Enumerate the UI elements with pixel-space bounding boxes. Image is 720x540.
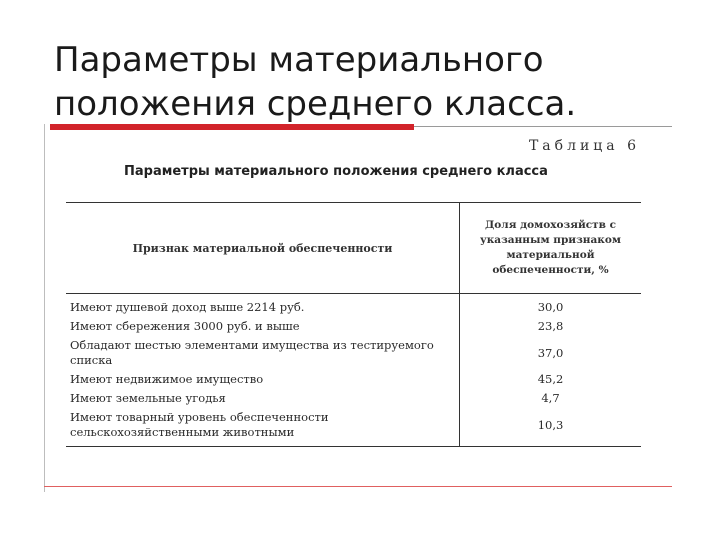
- table-row: [66, 408, 641, 447]
- row-sign: Обладают шестью элементами имущества из тестируемого списка: [66, 336, 460, 370]
- table-scan-image: [46, 130, 676, 480]
- row-sign: Имеют товарный уровень обеспеченности сельскохозяйственными животными: [66, 408, 460, 447]
- row-value: 10,3: [460, 408, 642, 447]
- row-value: 30,0: [537, 300, 564, 314]
- table-caption: Параметры материального положения среднего класса: [124, 164, 548, 179]
- row-sign: Имеют душевой доход выше 2214 руб.: [66, 294, 460, 318]
- title-divider-line: [414, 126, 672, 127]
- table-number: Таблица 6: [528, 138, 640, 154]
- slide-title: [54, 38, 674, 126]
- bottom-frame-line: [44, 486, 672, 487]
- row-sign: Имеют земельные угодья: [66, 389, 460, 408]
- table-row: [66, 317, 641, 336]
- row-sign: Имеют недвижимое имущество: [66, 370, 460, 389]
- slide-title-line-1: Параметры материального: [54, 40, 544, 80]
- table-row: [66, 389, 641, 408]
- row-value: 23,8: [537, 319, 564, 333]
- table-row: [66, 336, 641, 370]
- table-header-row: [66, 203, 641, 294]
- row-value: 45,2: [537, 372, 564, 386]
- row-value: 37,0: [537, 345, 564, 360]
- left-frame-line: [44, 124, 45, 492]
- row-value: 4,7: [541, 391, 560, 405]
- row-sign: Имеют сбережения 3000 руб. и выше: [66, 317, 460, 336]
- table-row: [66, 370, 641, 389]
- slide-title-line-2: положения среднего класса.: [54, 84, 577, 124]
- data-table: [66, 202, 641, 447]
- header-sign: Признак материальной обеспеченности: [66, 203, 460, 294]
- table-row: [66, 294, 641, 318]
- header-share: Доля домохозяйств с указанным признаком материальной обеспеченности, %: [460, 203, 642, 294]
